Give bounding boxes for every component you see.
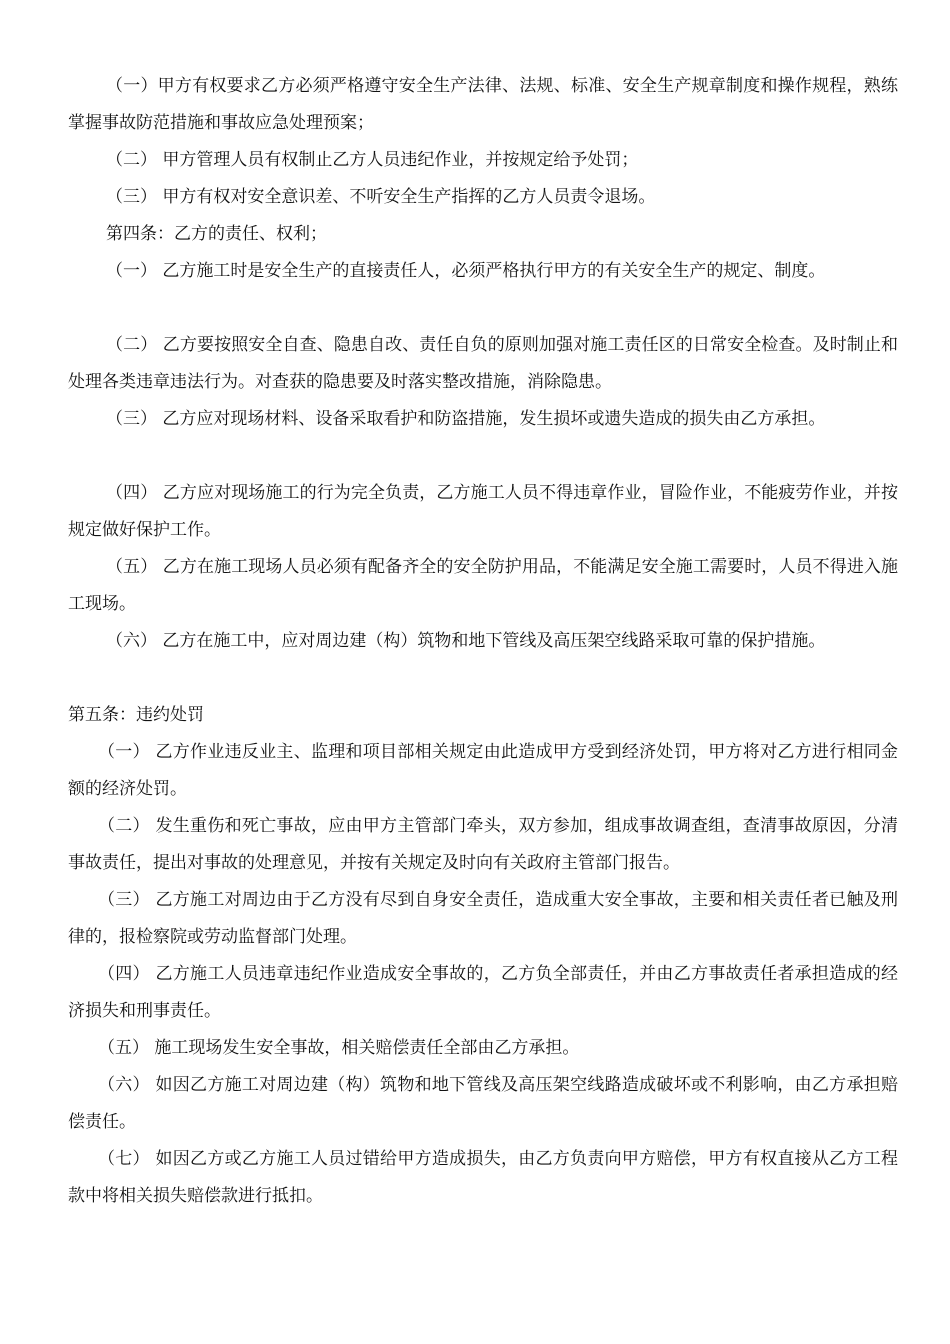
- paragraph-party-a-right-3: （三） 甲方有权对安全意识差、不听安全生产指挥的乙方人员责令退场。: [106, 187, 656, 207]
- paragraph-party-b-duty-6: （六） 乙方在施工中，应对周边建（构）筑物和地下管线及高压架空线路采取可靠的保护措施。: [106, 631, 826, 651]
- article-5-heading: 第五条：违约处罚: [68, 705, 204, 725]
- paragraph-penalty-7: （七） 如因乙方或乙方施工人员过错给甲方造成损失，由乙方负责向甲方赔偿，甲方有权直接从乙方工程款中将相关损失赔偿款进行抵扣。: [68, 1149, 898, 1206]
- paragraph-penalty-3: （三） 乙方施工对周边由于乙方没有尽到自身安全责任，造成重大安全事故，主要和相关责任者已触及刑律的，报检察院或劳动监督部门处理。: [68, 890, 898, 947]
- paragraph-penalty-6: （六） 如因乙方施工对周边建（构）筑物和地下管线及高压架空线路造成破坏或不利影响，由乙方承担赔偿责任。: [68, 1075, 898, 1132]
- paragraph-penalty-1: （一） 乙方作业违反业主、监理和项目部相关规定由此造成甲方受到经济处罚，甲方将对乙方进行相同金额的经济处罚。: [68, 742, 898, 799]
- paragraph-penalty-5: （五） 施工现场发生安全事故，相关赔偿责任全部由乙方承担。: [98, 1038, 580, 1058]
- paragraph-party-b-duty-3: （三） 乙方应对现场材料、设备采取看护和防盗措施，发生损坏或遗失造成的损失由乙方承担。: [106, 409, 826, 429]
- paragraph-party-a-right-2: （二） 甲方管理人员有权制止乙方人员违纪作业，并按规定给予处罚；: [106, 150, 639, 170]
- article-4-heading: 第四条：乙方的责任、权利；: [106, 224, 327, 244]
- paragraph-party-b-duty-2: （二） 乙方要按照安全自查、隐患自改、责任自负的原则加强对施工责任区的日常安全检查。及时制止和处理各类违章违法行为。对查获的隐患要及时落实整改措施，消除隐患。: [68, 335, 898, 392]
- paragraph-party-b-duty-1: （一） 乙方施工时是安全生产的直接责任人，必须严格执行甲方的有关安全生产的规定、制度。: [106, 261, 826, 281]
- paragraph-party-b-duty-5: （五） 乙方在施工现场人员必须有配备齐全的安全防护用品，不能满足安全施工需要时，人员不得进入施工现场。: [68, 557, 898, 614]
- paragraph-penalty-2: （二） 发生重伤和死亡事故，应由甲方主管部门牵头，双方参加，组成事故调查组，查清事故原因，分清事故责任，提出对事故的处理意见，并按有关规定及时向有关政府主管部门报告。: [68, 816, 898, 873]
- paragraph-party-b-duty-4: （四） 乙方应对现场施工的行为完全负责，乙方施工人员不得违章作业，冒险作业，不能疲劳作业，并按规定做好保护工作。: [68, 483, 898, 540]
- paragraph-penalty-4: （四） 乙方施工人员违章违纪作业造成安全事故的，乙方负全部责任，并由乙方事故责任者承担造成的经济损失和刑事责任。: [68, 964, 898, 1021]
- paragraph-party-a-right-1: （一）甲方有权要求乙方必须严格遵守安全生产法律、法规、标准、安全生产规章制度和操作规程，熟练掌握事故防范措施和事故应急处理预案；: [68, 76, 898, 133]
